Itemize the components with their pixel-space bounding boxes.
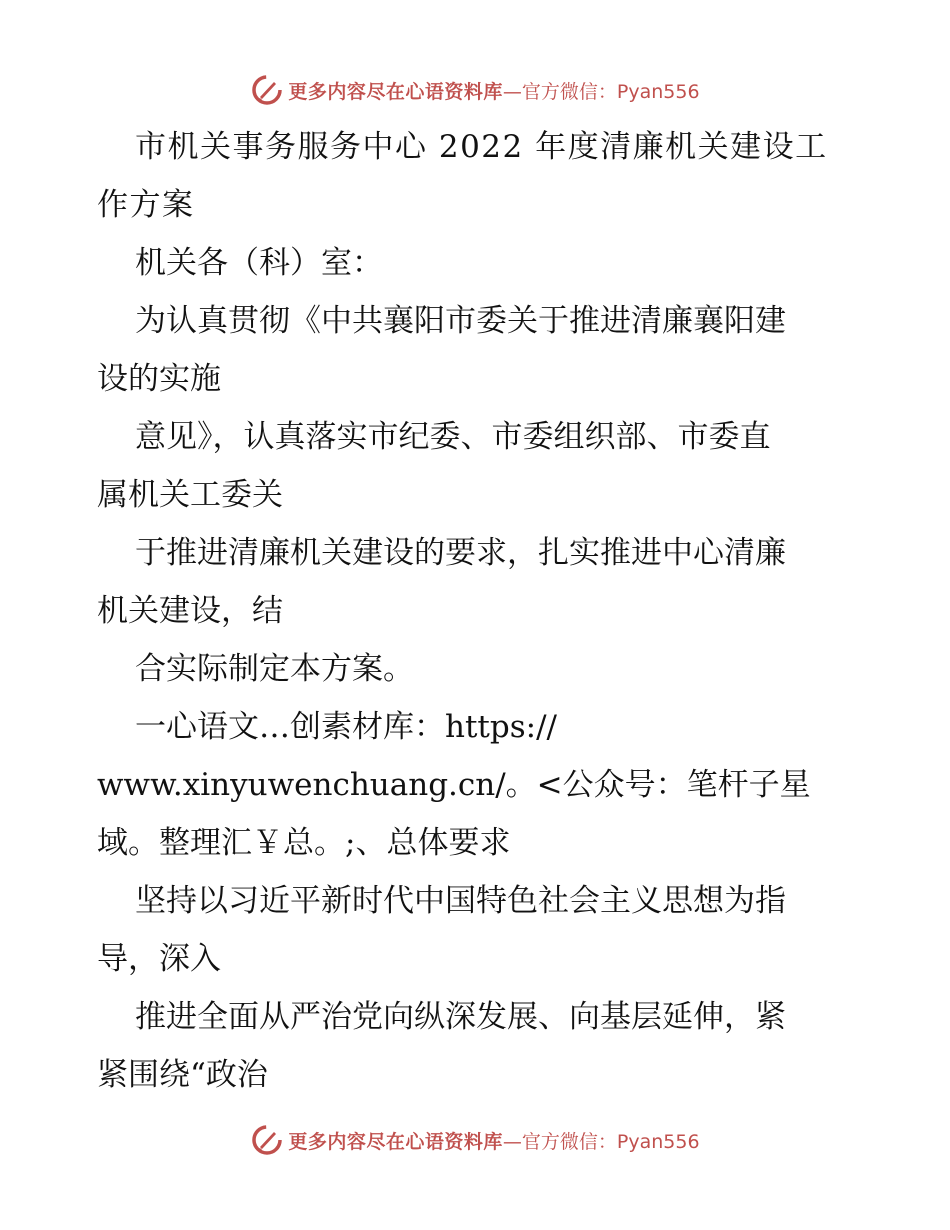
paragraph-line: 机关建设，结 [97, 593, 283, 629]
paragraph-line: 意见》，认真落实市纪委、市委组织部、市委直 [135, 419, 771, 455]
section-heading-line: 域。整理汇￥总。;、总体要求 [97, 825, 511, 861]
paragraph-line: 于推进清廉机关建设的要求，扎实推进中心清廉 [135, 535, 786, 571]
brush-seal-logo-icon [250, 73, 284, 107]
paragraph-line: 设的实施 [97, 361, 221, 397]
source-line: 一心语文…创素材库：https:// [135, 709, 557, 745]
watermark-contact: —官方微信：Pyan556 [502, 80, 700, 103]
salutation: 机关各（科）室： [135, 245, 383, 281]
paragraph-line: 导，深入 [97, 941, 221, 977]
footer-watermark [0, 1118, 950, 1162]
watermark-text: 更多内容尽在心语资料库 [288, 1130, 503, 1153]
doc-title-line-2: 作方案 [97, 187, 195, 223]
source-url-line: www.xinyuwenchuang.cn/。<公众号：笔杆子星 [97, 767, 811, 803]
doc-title-line-1: 市机关事务服务中心 2022 年度清廉机关建设工 [135, 129, 828, 165]
paragraph-line: 推进全面从严治党向纵深发展、向基层延伸，紧 [135, 999, 786, 1035]
paragraph-line: 为认真贯彻《中共襄阳市委关于推进清廉襄阳建 [135, 303, 786, 339]
paragraph-line: 坚持以习近平新时代中国特色社会主义思想为指 [135, 883, 786, 919]
watermark-text: 更多内容尽在心语资料库 [288, 80, 503, 103]
paragraph-line: 合实际制定本方案。 [135, 651, 414, 687]
watermark-contact: —官方微信：Pyan556 [502, 1130, 700, 1153]
paragraph-line: 属机关工委关 [97, 477, 283, 513]
header-watermark [0, 68, 950, 112]
brush-seal-logo-icon [250, 1123, 284, 1157]
document-body [97, 118, 857, 1104]
paragraph-line: 紧围绕“政治 [97, 1057, 268, 1093]
